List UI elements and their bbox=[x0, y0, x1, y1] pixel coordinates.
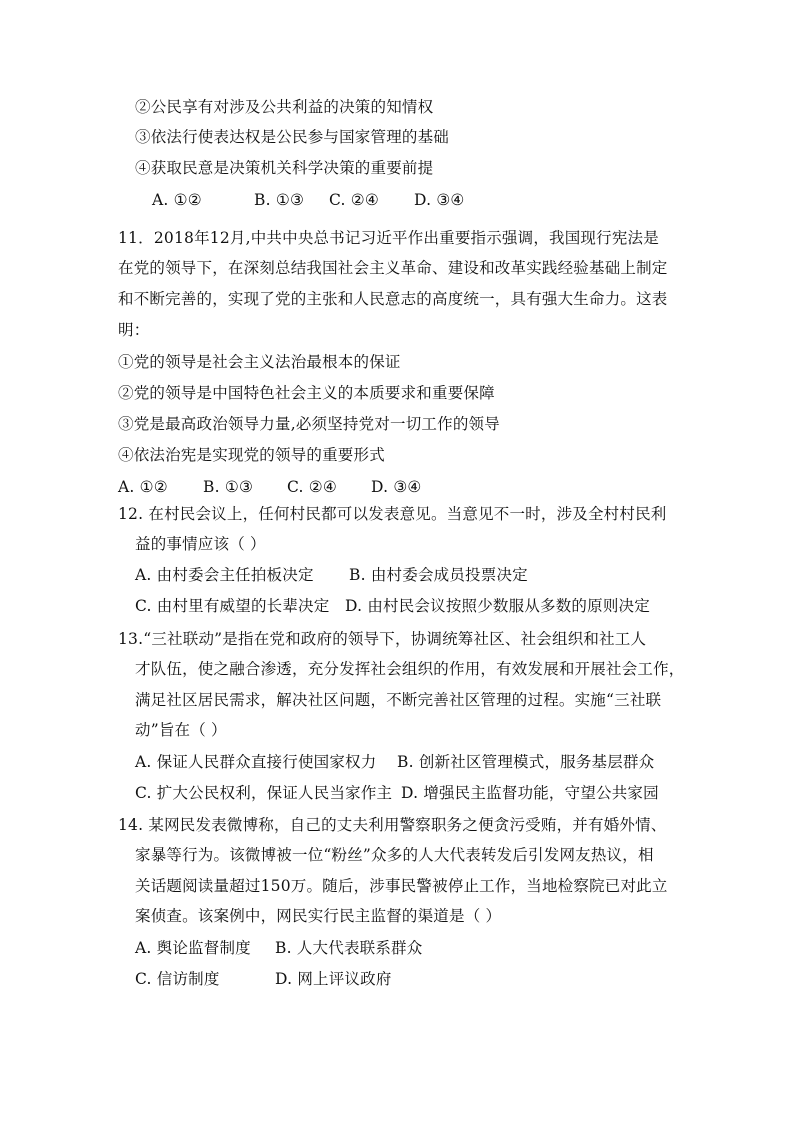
q11-option-a: A. ①② bbox=[118, 478, 168, 496]
q13-options-row-1 bbox=[135, 752, 654, 772]
q14-stem-line-3: 关话题阅读量超过150万。随后，涉事民警被停止工作，当地检察院已对此立 bbox=[135, 877, 668, 895]
q11-item-3: ③党是最高政治领导力量,必须坚持党对一切工作的领导 bbox=[118, 415, 500, 433]
q11-option-d: D. ③④ bbox=[371, 478, 422, 496]
q14-stem-line-4: 案侦查。该案例中，网民实行民主监督的渠道是（ ） bbox=[135, 907, 502, 925]
q10-option-c: C. ②④ bbox=[329, 191, 379, 209]
q13-option-c: C. 扩大公民权利，保证人民当家作主 bbox=[135, 784, 393, 802]
q14-stem-line-1: 14. 某网民发表微博称，自己的丈夫利用警察职务之便贪污受贿，并有婚外情、 bbox=[118, 816, 667, 834]
q13-option-d: D. 增强民主监督功能，守望公共家园 bbox=[401, 784, 659, 802]
q12-option-a: A. 由村委会主任拍板决定 bbox=[135, 566, 314, 584]
q11-stem-line-4: 明： bbox=[118, 321, 150, 339]
q12-option-d: D. 由村民会议按照少数服从多数的原则决定 bbox=[345, 597, 650, 615]
q13-option-b: B. 创新社区管理模式，服务基层群众 bbox=[397, 753, 655, 771]
q14-options-row-1 bbox=[135, 938, 422, 958]
q10-item-2: ②公民享有对涉及公共利益的决策的知情权 bbox=[135, 98, 434, 116]
q11-options bbox=[118, 477, 422, 497]
q11-option-b: B. ①③ bbox=[203, 478, 254, 496]
q11-item-1: ①党的领导是社会主义法治最根本的保证 bbox=[118, 353, 401, 371]
q12-stem-line-1: 12. 在村民会议上，任何村民都可以发表意见。当意见不一时，涉及全村村民利 bbox=[118, 505, 667, 523]
q14-options-row-2 bbox=[135, 969, 392, 989]
q10-item-4: ④获取民意是决策机关科学决策的重要前提 bbox=[135, 159, 434, 177]
q11-option-c: C. ②④ bbox=[287, 478, 337, 496]
q11-stem-line-2: 在党的领导下，在深刻总结我国社会主义革命、建设和改革实践经验基础上制定 bbox=[118, 259, 668, 277]
q11-item-2: ②党的领导是中国特色社会主义的本质要求和重要保障 bbox=[118, 384, 495, 402]
q10-option-b: B. ①③ bbox=[254, 191, 305, 209]
q14-option-c: C. 信访制度 bbox=[135, 970, 220, 988]
q11-stem-line-3: 和不断完善的，实现了党的主张和人民意志的高度统一，具有强大生命力。这表 bbox=[118, 290, 668, 308]
q13-stem-line-2: 才队伍，使之融合渗透，充分发挥社会组织的作用，有效发展和开展社会工作， bbox=[135, 660, 685, 678]
q13-stem-line-3: 满足社区居民需求，解决社区问题，不断完善社区管理的过程。实施“三社联 bbox=[135, 691, 662, 709]
q14-stem-line-2: 家暴等行为。该微博被一位“粉丝”众多的人大代表转发后引发网友热议，相 bbox=[135, 846, 654, 864]
q14-option-a: A. 舆论监督制度 bbox=[135, 939, 251, 957]
q14-option-b: B. 人大代表联系群众 bbox=[275, 939, 423, 957]
q12-stem-line-2: 益的事情应该（ ） bbox=[135, 535, 266, 553]
q12-options-row-1 bbox=[135, 565, 528, 585]
q13-option-a: A. 保证人民群众直接行使国家权力 bbox=[135, 753, 377, 771]
q13-stem-line-4: 动”旨在（ ） bbox=[135, 721, 227, 739]
q13-options-row-2 bbox=[135, 783, 659, 803]
q10-option-d: D. ③④ bbox=[414, 191, 465, 209]
q12-option-b: B. 由村委会成员投票决定 bbox=[349, 566, 528, 584]
q11-item-4: ④依法治宪是实现党的领导的重要形式 bbox=[118, 446, 385, 464]
q10-option-a: A. ①② bbox=[152, 191, 202, 209]
q10-options bbox=[152, 190, 465, 210]
q10-item-3: ③依法行使表达权是公民参与国家管理的基础 bbox=[135, 128, 450, 146]
q14-option-d: D. 网上评议政府 bbox=[275, 970, 392, 988]
q11-stem-line-1: 11．2018年12月,中共中央总书记习近平作出重要指示强调，我国现行宪法是 bbox=[118, 229, 659, 247]
q13-stem-line-1: 13.“三社联动”是指在党和政府的领导下，协调统筹社区、社会组织和社工人 bbox=[118, 630, 647, 648]
q12-option-c: C. 由村里有威望的长辈决定 bbox=[135, 597, 330, 615]
q12-options-row-2 bbox=[135, 596, 650, 616]
